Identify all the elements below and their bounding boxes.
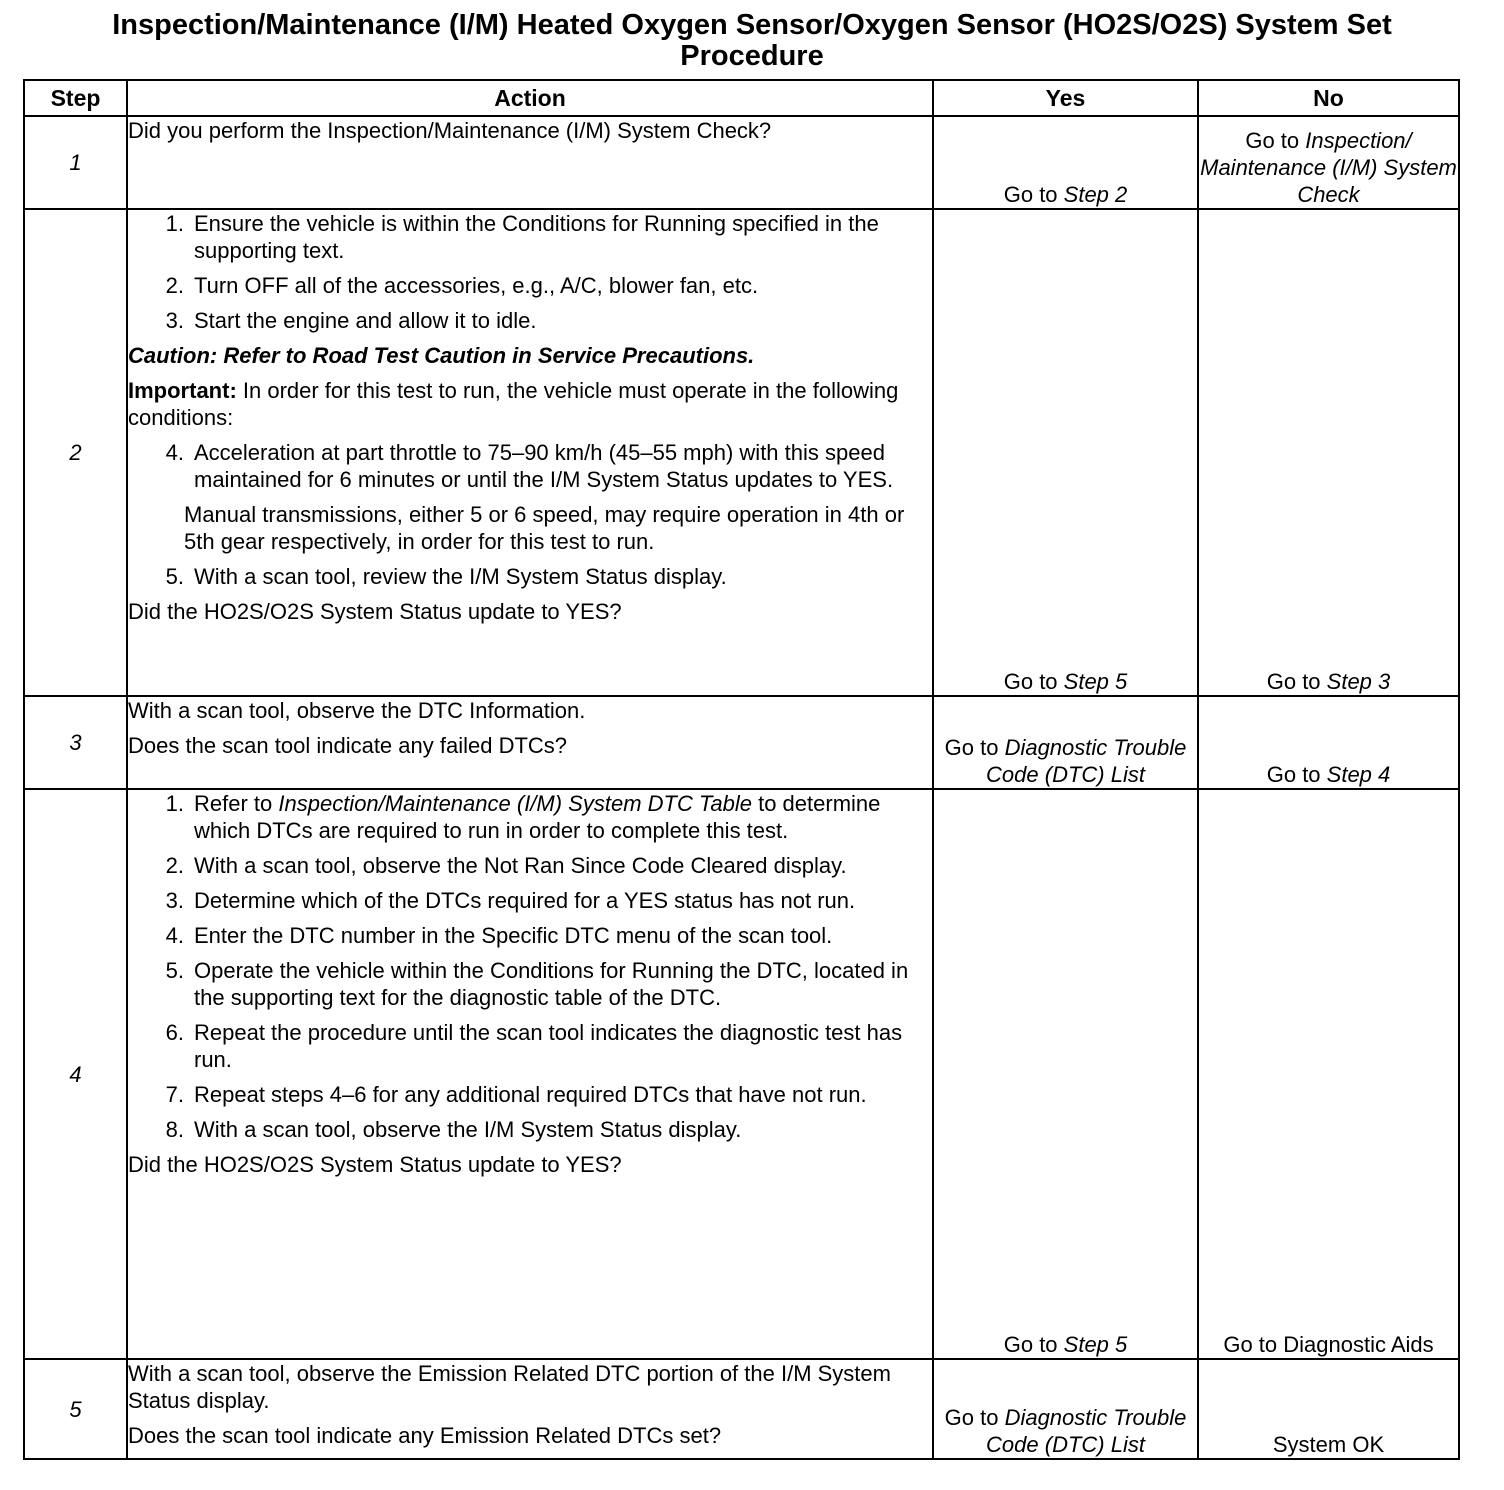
table-row [24, 789, 1459, 1359]
table-row [24, 116, 1459, 209]
page-title: Inspection/Maintenance (I/M) Heated Oxygen Sensor/Oxygen Sensor (HO2S/O2S) System Set Procedure [112, 9, 1392, 72]
no-cell [1198, 696, 1459, 789]
step-number: 1 [24, 116, 127, 209]
yes-prefix: Go to [944, 1405, 1005, 1430]
list-item: 4. Enter the DTC number in the Specific DTC menu of the scan tool. [165, 923, 833, 948]
no-text: System OK [1272, 1432, 1385, 1457]
list-item: 5. Operate the vehicle within the Conditions for Running the DTC, located in the supporting text for the diagnostic table of the DTC. [165, 958, 909, 1010]
action-cell [127, 789, 933, 1359]
list-item: 7. Repeat steps 4–6 for any additional required DTCs that have not run. [165, 1082, 867, 1107]
list-item: 6. Repeat the procedure until the scan tool indicates the diagnostic test has run. [165, 1020, 903, 1072]
no-cell [1198, 789, 1459, 1359]
table-row [24, 1359, 1459, 1459]
caution-note: Caution: Refer to Road Test Caution in Service Precautions. [128, 343, 755, 368]
action-cell [127, 116, 933, 209]
yes-link[interactable]: Diagnostic Trouble Code (DTC) List [986, 735, 1187, 787]
no-cell [1198, 1359, 1459, 1459]
list-item: 2. With a scan tool, observe the Not Ran Since Code Cleared display. [165, 853, 847, 878]
no-cell [1198, 209, 1459, 696]
instruction-text: With a scan tool, observe the DTC Information. [128, 698, 586, 723]
action-cell [127, 1359, 933, 1459]
yes-prefix: Go to [1003, 669, 1064, 694]
table-row [24, 696, 1459, 789]
step-number: 4 [24, 789, 127, 1359]
step-number: 5 [24, 1359, 127, 1459]
action-cell [127, 209, 933, 696]
no-cell [1198, 116, 1459, 209]
header-yes: Yes [933, 80, 1198, 116]
action-cell [127, 696, 933, 789]
list-item: 3. Determine which of the DTCs required for a YES status has not run. [165, 888, 856, 913]
yes-prefix: Go to [1003, 1332, 1064, 1357]
no-prefix: Go to [1266, 669, 1327, 694]
question-text: Does the scan tool indicate any Emission Related DTCs set? [128, 1423, 722, 1448]
header-step: Step [24, 80, 127, 116]
no-link[interactable]: Step 3 [1326, 669, 1391, 694]
question-text: Did the HO2S/O2S System Status update to YES? [128, 599, 622, 624]
procedure-table [23, 79, 1460, 1460]
instruction-text: With a scan tool, observe the Emission Related DTC portion of the I/M System Status display. [128, 1361, 891, 1413]
list-item: 5. With a scan tool, review the I/M System Status display. [165, 564, 727, 589]
dtc-table-link[interactable]: Inspection/Maintenance (I/M) System DTC Table [278, 791, 752, 816]
no-link[interactable]: Step 4 [1326, 762, 1391, 787]
step-number: 3 [24, 696, 127, 789]
list-item: 1. Ensure the vehicle is within the Conditions for Running specified in the supporting text. [165, 211, 879, 263]
yes-link[interactable]: Diagnostic Trouble Code (DTC) List [986, 1405, 1187, 1457]
list-item: 2. Turn OFF all of the accessories, e.g., A/C, blower fan, etc. [165, 273, 759, 298]
yes-cell [933, 209, 1198, 696]
no-link[interactable]: Inspection/ Maintenance (I/M) System Check [1200, 128, 1457, 207]
yes-prefix: Go to [944, 735, 1005, 760]
table-row [24, 209, 1459, 696]
question-text: Does the scan tool indicate any failed DTCs? [128, 733, 568, 758]
yes-link[interactable]: Step 2 [1063, 182, 1128, 207]
list-item: 8. With a scan tool, observe the I/M System Status display. [165, 1117, 742, 1142]
header-row [24, 80, 1459, 116]
important-note: Important: In order for this test to run, the vehicle must operate in the following conditions: [128, 378, 899, 430]
manual-transmission-note: Manual transmissions, either 5 or 6 speed, may require operation in 4th or 5th gear respectively, in order for this test to run. [184, 502, 905, 554]
header-no: No [1198, 80, 1459, 116]
header-action: Action [127, 80, 933, 116]
yes-cell [933, 789, 1198, 1359]
yes-cell [933, 116, 1198, 209]
list-item: 1. Refer to Inspection/Maintenance (I/M) System DTC Table to determine which DTCs are required to run in order to complete this test. [165, 791, 881, 843]
step-number: 2 [24, 209, 127, 696]
list-item: 3. Start the engine and allow it to idle. [165, 308, 537, 333]
question-text: Did you perform the Inspection/Maintenance (I/M) System Check? [128, 118, 772, 143]
question-text: Did the HO2S/O2S System Status update to YES? [128, 1152, 622, 1177]
yes-link[interactable]: Step 5 [1063, 1332, 1128, 1357]
yes-prefix: Go to [1003, 182, 1064, 207]
yes-cell [933, 1359, 1198, 1459]
no-prefix: Go to [1266, 762, 1327, 787]
list-item: 4. Acceleration at part throttle to 75–90 km/h (45–55 mph) with this speed maintained for 6 minutes or until the I/M System Status updates to YES. [165, 440, 894, 492]
yes-link[interactable]: Step 5 [1063, 669, 1128, 694]
no-prefix: Go to [1245, 128, 1306, 153]
yes-cell [933, 696, 1198, 789]
no-text: Go to Diagnostic Aids [1223, 1332, 1434, 1357]
